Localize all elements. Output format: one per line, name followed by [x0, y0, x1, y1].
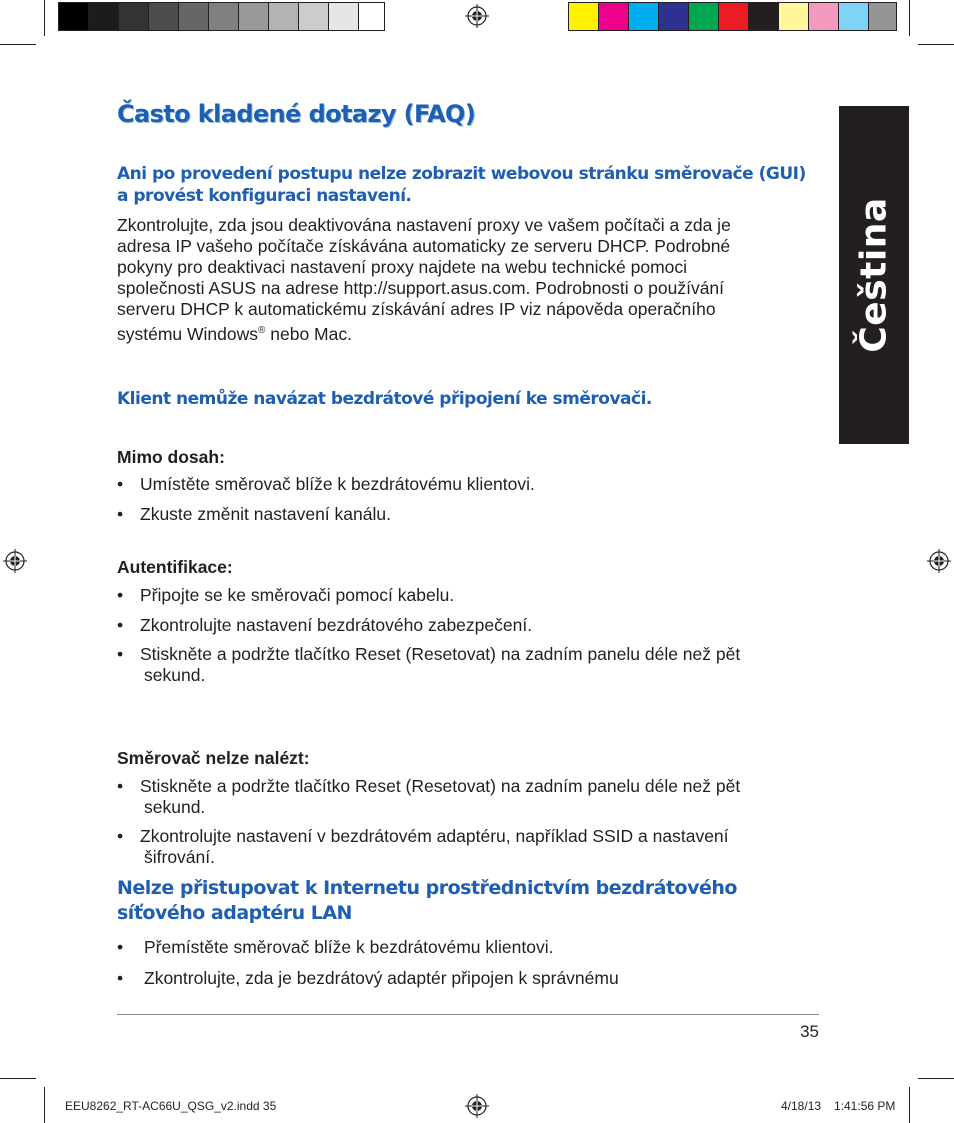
list-item-text-continued: sekund.	[144, 665, 206, 685]
registration-mark-icon	[927, 549, 951, 573]
bullet: •	[117, 474, 124, 494]
crop-mark	[44, 1087, 45, 1123]
list-item	[117, 968, 827, 989]
paragraph-text: nebo Mac.	[265, 323, 352, 344]
gray-swatch	[328, 2, 359, 31]
crop-mark	[0, 1078, 36, 1079]
list-item-text-continued: sekund.	[144, 797, 206, 817]
paragraph-line: adresa IP vašeho počítače získávána automaticky ze serveru DHCP. Podrobné	[117, 236, 731, 256]
list-item	[117, 504, 827, 525]
crop-mark	[0, 44, 36, 45]
registered-mark: ®	[258, 325, 266, 336]
crop-mark	[909, 0, 910, 36]
color-swatch	[868, 2, 897, 31]
list-item-text: Přemístěte směrovač blíže k bezdrátovému klientovi.	[144, 937, 554, 957]
crop-mark	[918, 1078, 954, 1079]
color-swatch	[598, 2, 629, 31]
crop-mark	[918, 44, 954, 45]
bullet: •	[117, 826, 124, 846]
color-swatch	[568, 2, 599, 31]
list-item-text: Zkuste změnit nastavení kanálu.	[140, 504, 391, 524]
print-slug-file: EEU8262_RT-AC66U_QSG_v2.indd 35	[65, 1099, 277, 1113]
section-heading-line: síťového adaptéru LAN	[117, 902, 352, 924]
page-title: Často kladené dotazy (FAQ)	[117, 100, 476, 128]
gray-swatch	[118, 2, 149, 31]
subsection-label: Mimo dosah:	[117, 447, 225, 467]
print-slug-date: 4/18/13	[781, 1099, 822, 1113]
paragraph-line: pokyny pro deaktivaci nastavení proxy najdete na webu technické pomoci	[117, 257, 688, 277]
registration-mark-icon	[3, 549, 27, 573]
list-item	[117, 937, 827, 958]
paragraph-line: serveru DHCP k automatickému získávání adres IP viz nápověda operačního	[117, 299, 716, 319]
color-swatch	[838, 2, 869, 31]
paragraph-text: systému Windows	[117, 323, 259, 344]
subsection-label: Autentifikace:	[117, 557, 233, 577]
print-slug-time: 1:41:56 PM	[834, 1099, 896, 1113]
section-heading	[117, 163, 806, 207]
paragraph-line	[117, 320, 827, 345]
paragraph-line: společnosti ASUS na adrese http://support.asus.com. Podrobnosti o používání	[117, 278, 725, 298]
color-swatch	[688, 2, 719, 31]
list-item	[117, 474, 827, 495]
color-swatch	[748, 2, 779, 31]
list-item	[117, 644, 827, 686]
color-swatch	[658, 2, 689, 31]
gray-swatch	[268, 2, 299, 31]
section-heading	[117, 876, 737, 926]
section-heading-line: Ani po provedení postupu nelze zobrazit webovou stránku směrovače (GUI)	[117, 164, 806, 184]
list-item-text: Umístěte směrovač blíže k bezdrátovému klientovi.	[140, 474, 535, 494]
bullet: •	[117, 585, 124, 605]
gray-swatch	[148, 2, 179, 31]
list-item	[117, 585, 827, 606]
list-item-text: Zkontrolujte nastavení bezdrátového zabezpečení.	[140, 615, 533, 635]
list-item	[117, 776, 827, 818]
bullet: •	[117, 504, 124, 524]
bullet: •	[117, 615, 124, 635]
color-swatch	[808, 2, 839, 31]
registration-mark-icon	[465, 1094, 489, 1118]
section-paragraph	[117, 215, 827, 345]
gray-swatch	[208, 2, 239, 31]
section-heading-line: Nelze přistupovat k Internetu prostřednictvím bezdrátového	[117, 877, 737, 899]
list-item-text: Připojte se ke směrovači pomocí kabelu.	[140, 585, 455, 605]
list-item-text: Stiskněte a podržte tlačítko Reset (Resetovat) na zadním panelu déle než pět	[140, 644, 741, 664]
section-heading: Klient nemůže navázat bezdrátové připojení ke směrovači.	[117, 389, 652, 409]
crop-mark	[909, 1087, 910, 1123]
list-item	[117, 826, 827, 868]
bullet: •	[117, 937, 124, 957]
gray-swatch	[238, 2, 269, 31]
gray-swatch	[298, 2, 329, 31]
paragraph-line: Zkontrolujte, zda jsou deaktivována nastavení proxy ve vašem počítači a zda je	[117, 215, 731, 235]
gray-swatch	[358, 2, 385, 31]
gray-swatch	[178, 2, 209, 31]
page-number: 35	[800, 1022, 819, 1041]
subsection-label: Směrovač nelze nalézt:	[117, 748, 310, 768]
bullet: •	[117, 644, 124, 664]
list-item-text: Zkontrolujte, zda je bezdrátový adaptér připojen k správnému	[144, 968, 619, 988]
list-item-text: Zkontrolujte nastavení v bezdrátovém adaptéru, například SSID a nastavení	[140, 826, 729, 846]
section-heading-line: a provést konfiguraci nastavení.	[117, 186, 412, 206]
bullet: •	[117, 968, 124, 988]
color-swatch	[628, 2, 659, 31]
language-tab-label: Čeština	[853, 197, 895, 353]
list-item-text: Stiskněte a podržte tlačítko Reset (Resetovat) na zadním panelu déle než pět	[140, 776, 741, 796]
color-swatch	[718, 2, 749, 31]
language-tab	[839, 106, 909, 444]
footer-divider	[117, 1014, 819, 1015]
color-swatch	[778, 2, 809, 31]
registration-mark-icon	[465, 4, 489, 28]
bullet: •	[117, 776, 124, 796]
gray-swatch	[88, 2, 119, 31]
gray-swatch	[58, 2, 89, 31]
crop-mark	[44, 0, 45, 36]
list-item	[117, 615, 827, 636]
list-item-text-continued: šifrování.	[144, 847, 215, 867]
